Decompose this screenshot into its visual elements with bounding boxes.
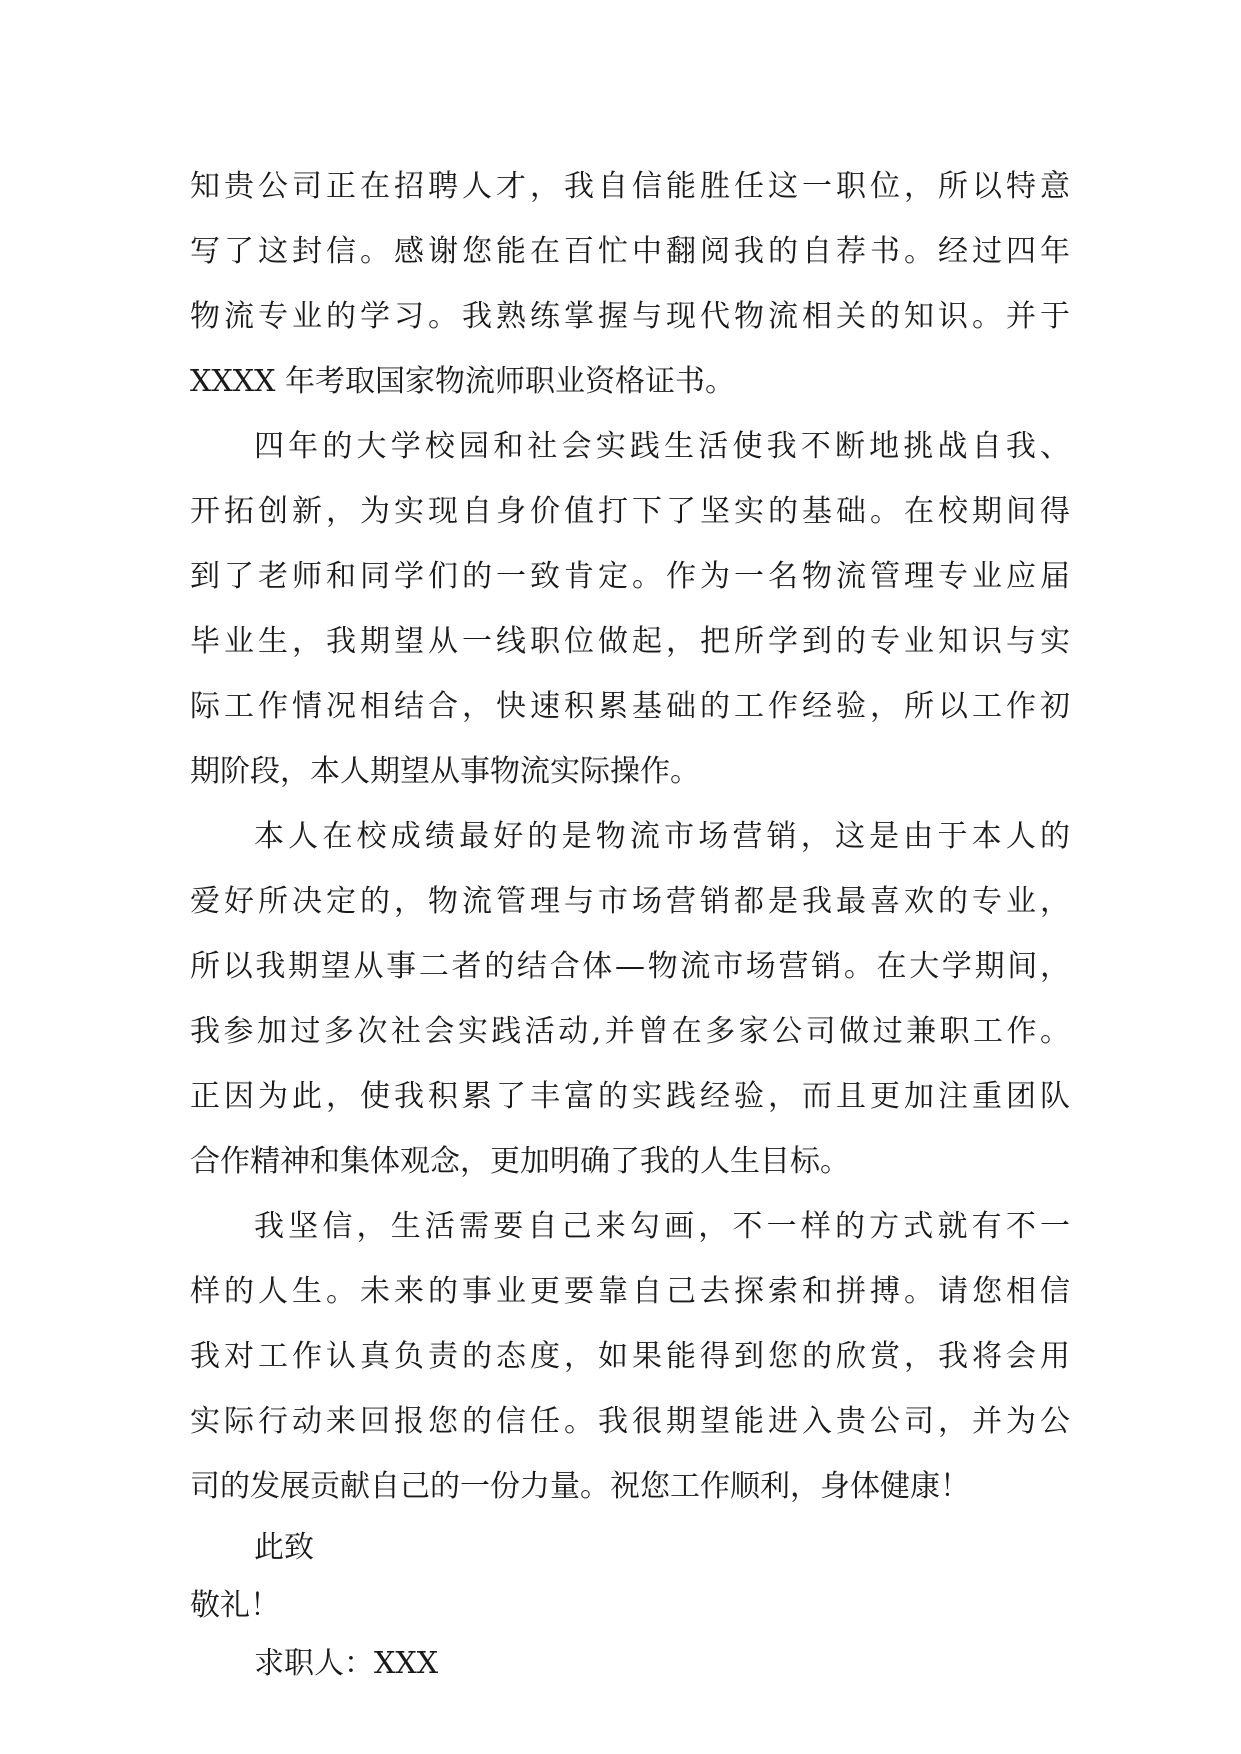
text-line: 所以我期望从事二者的结合体—物流市场营销。在大学期间， <box>190 949 1070 984</box>
text-line: 本人在校成绩最好的是物流市场营销，这是由于本人的 <box>254 819 1070 854</box>
paragraph-belief <box>190 1194 1070 1519</box>
paragraph-university <box>190 414 1070 804</box>
text-line: 我参加过多次社会实践活动,并曾在多家公司做过兼职工作。 <box>190 1014 1070 1049</box>
paragraph-marketing <box>190 804 1070 1194</box>
text-line: 四年的大学校园和社会实践生活使我不断地挑战自我、 <box>254 429 1070 464</box>
text-line: 正因为此，使我积累了丰富的实践经验，而且更加注重团队 <box>190 1079 1070 1114</box>
text-line: 爱好所决定的，物流管理与市场营销都是我最喜欢的专业， <box>190 884 1070 919</box>
text-line: 到了老师和同学们的一致肯定。作为一名物流管理专业应届 <box>190 559 1070 594</box>
text-line: 样的人生。未来的事业更要靠自己去探索和拼搏。请您相信 <box>190 1274 1070 1309</box>
letter-body <box>190 154 1070 1693</box>
closing-salute: 敬礼！ <box>190 1588 280 1623</box>
text-line: 毕业生，我期望从一线职位做起，把所学到的专业知识与实 <box>190 624 1070 659</box>
text-line: 合作精神和集体观念，更加明确了我的人生目标。 <box>190 1144 850 1179</box>
text-line: 司的发展贡献自己的一份力量。祝您工作顺利，身体健康！ <box>190 1469 970 1504</box>
closing-greeting: 此致 <box>254 1530 314 1565</box>
text-line: XXXX 年考取国家物流师职业资格证书。 <box>190 364 735 399</box>
text-line: 知贵公司正在招聘人才，我自信能胜任这一职位，所以特意 <box>190 169 1070 204</box>
text-line: 我坚信，生活需要自己来勾画，不一样的方式就有不一 <box>254 1209 1070 1244</box>
text-line: 写了这封信。感谢您能在百忙中翻阅我的自荐书。经过四年 <box>190 234 1070 269</box>
signature: 求职人：XXX <box>254 1646 439 1681</box>
text-line: 物流专业的学习。我熟练掌握与现代物流相关的知识。并于 <box>190 299 1070 334</box>
text-line: 期阶段，本人期望从事物流实际操作。 <box>190 754 700 789</box>
text-line: 际工作情况相结合，快速积累基础的工作经验，所以工作初 <box>190 689 1070 724</box>
paragraph-intro <box>190 154 1070 414</box>
text-line: 我对工作认真负责的态度，如果能得到您的欣赏，我将会用 <box>190 1339 1070 1374</box>
text-line: 开拓创新，为实现自身价值打下了坚实的基础。在校期间得 <box>190 494 1070 529</box>
text-line: 实际行动来回报您的信任。我很期望能进入贵公司，并为公 <box>190 1404 1070 1439</box>
